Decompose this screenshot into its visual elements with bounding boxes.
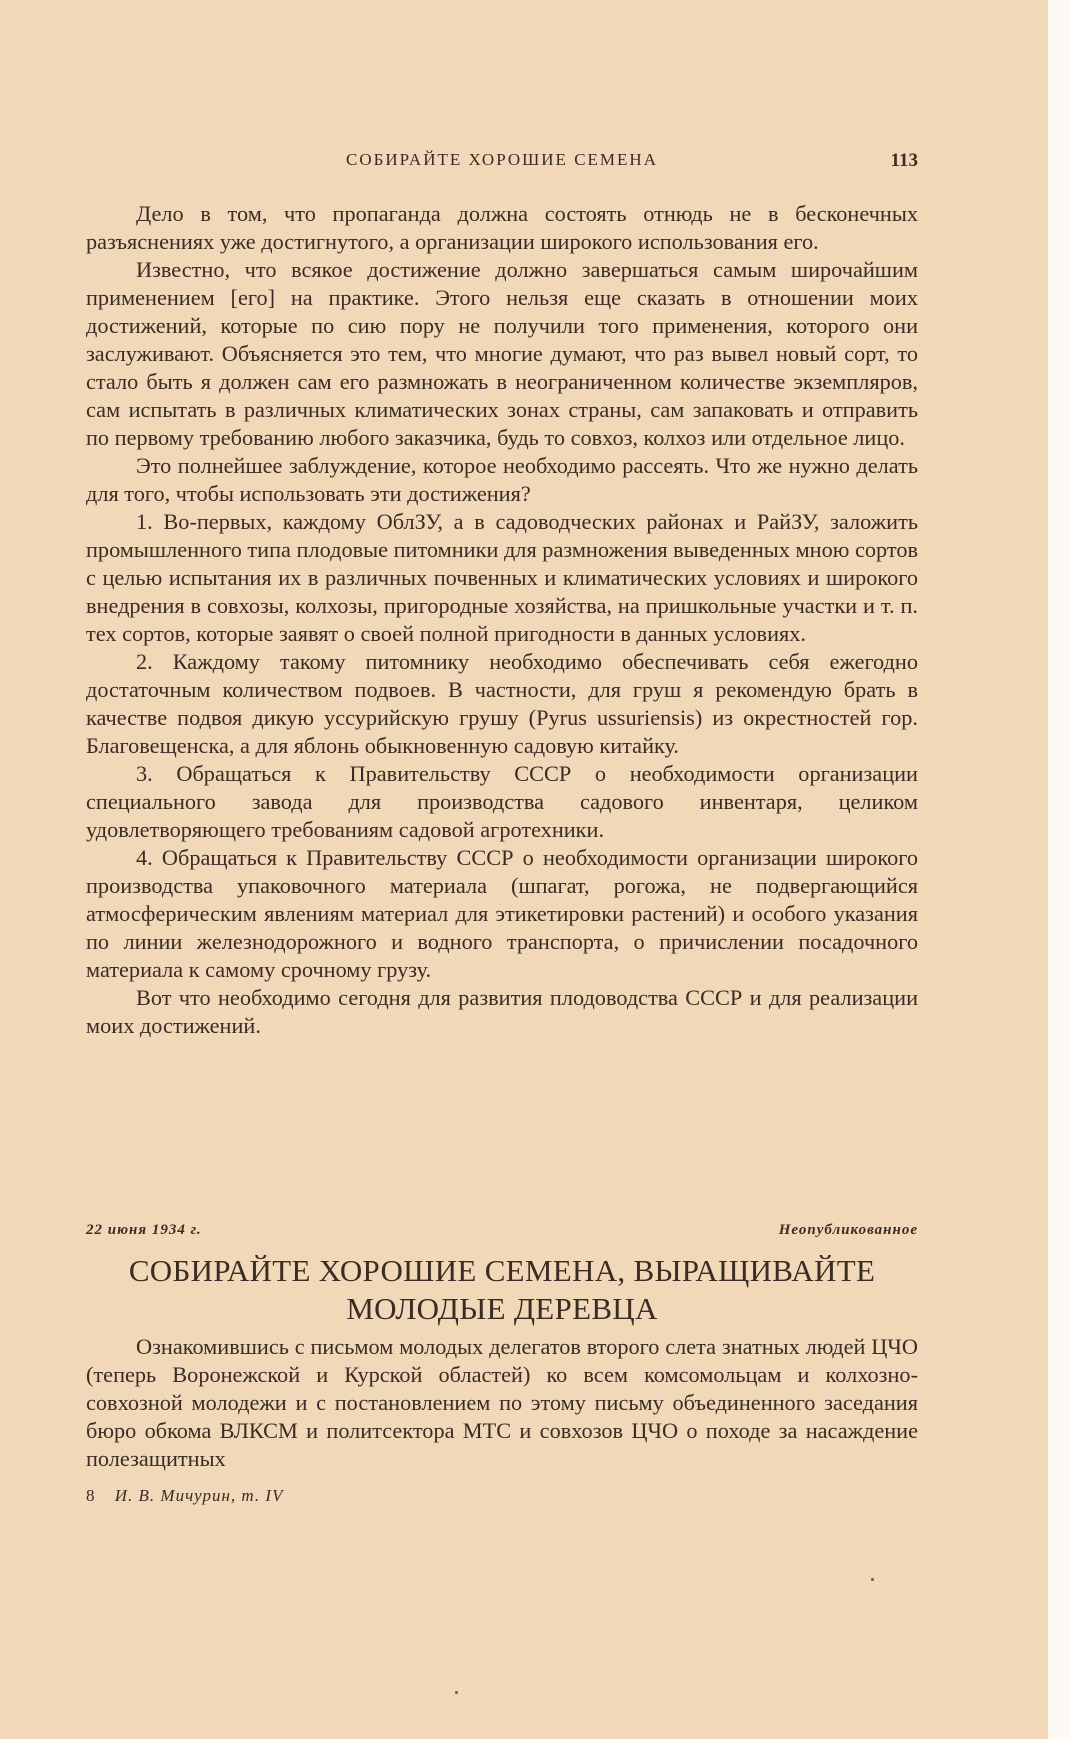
paragraph: Это полнейшее заблуждение, которое необходимо рассеять. Что же нужно делать для того, чтобы использовать эти достижения? xyxy=(86,453,918,506)
paragraph: 1. Во-первых, каждому ОблЗУ, а в садоводческих районах и РайЗУ, заложить промышленного типа плодовые питомники для размножения выведенных мною сортов с целью испытания их в различных почвенных и климатических условиях и широкого внедрения в совхозы, колхозы, пригородные хозяйства, на пришкольные участки и т. п. тех сортов, которые заявят о своей полной пригодности в данных условиях. xyxy=(86,509,918,646)
running-head xyxy=(86,150,918,174)
paragraph: 4. Обращаться к Правительству СССР о необходимости организации широкого производства упаковочного материала (шпагат, рогожа, не подвергающийся атмосферическим явлениям материал для этикетировки растений) и особого указания по линии железнодорожного и водного транспорта, о причислении посадочного материала к самому срочному грузу. xyxy=(86,845,918,982)
paragraph: Дело в том, что пропаганда должна состоять отнюдь не в бесконечных разъяснениях уже достигнутого, а организации широкого использования его. xyxy=(86,201,918,254)
signature-text: И. В. Мичурин, т. IV xyxy=(114,1486,284,1505)
article-title-line: СОБИРАЙТЕ ХОРОШИЕ СЕМЕНА, ВЫРАЩИВАЙТЕ xyxy=(128,1253,876,1288)
paragraph: Известно, что всякое достижение должно завершаться самым широчайшим применением [его] на практике. Этого нельзя еще сказать в отношении моих достижений, которые по сию пору не получили того применения, которого они заслуживают. Объясняется это тем, что многие думают, что раз вывел новый сорт, то стало быть я должен сам его размножать в неограниченном количестве экземпляров, сам испытать в различных климатических зонах страны, сам запаковать и отправить по первому требованию любого заказчика, будь то совхоз, колхоз или отдельное лицо. xyxy=(86,257,918,450)
article-title-line: МОЛОДЫЕ ДЕРЕВЦА xyxy=(346,1291,658,1326)
running-title: СОБИРАЙТЕ ХОРОШИЕ СЕМЕНА xyxy=(346,150,658,169)
publication-status: Неопубликованное xyxy=(778,1222,918,1238)
body-text xyxy=(86,200,918,1040)
paragraph: 3. Обращаться к Правительству СССР о необходимости организации специального завода для производства садового инвентаря, целиком удовлетворяющего требованиям садовой агротехники. xyxy=(86,761,918,842)
article-title xyxy=(86,1252,918,1328)
signature-number: 8 xyxy=(86,1486,95,1505)
article-body xyxy=(86,1333,918,1473)
page-number: 113 xyxy=(890,150,918,171)
paper-speck xyxy=(871,1578,874,1581)
signature-row xyxy=(86,1222,918,1242)
date-signature: 22 июня 1934 г. xyxy=(86,1222,202,1238)
printer-signature xyxy=(86,1486,486,1508)
paragraph: 2. Каждому такому питомнику необходимо обеспечивать себя ежегодно достаточным количеством подвоев. В частности, для груш я рекомендую брать в качестве подвоя дикую уссурийскую грушу (Pyrus ussuriensis) из окрестностей гор. Благовещенска, а для яблонь обыкновенную садовую китайку. xyxy=(86,649,918,758)
paragraph: Вот что необходимо сегодня для развития плодоводства СССР и для реализации моих достижений. xyxy=(86,985,918,1038)
paragraph: Ознакомившись с письмом молодых делегатов второго слета знатных людей ЦЧО (теперь Воронежской и Курской областей) ко всем комсомольцам и колхозно-совхозной молодежи и с постановлением по этому письму объединенного заседания бюро обкома ВЛКСМ и политсектора МТС и совхозов ЦЧО о походе за насаждение полезащитных xyxy=(86,1334,918,1471)
scan-margin xyxy=(1048,0,1070,1739)
paper-speck xyxy=(455,1691,458,1694)
